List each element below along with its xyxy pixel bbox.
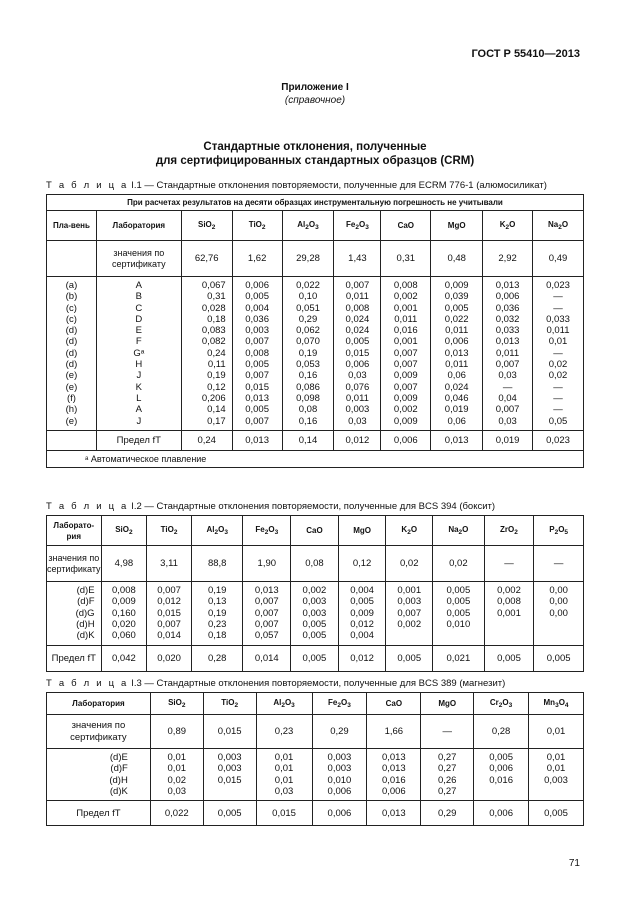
table2-data-zro2: 0,002 0,008 0,001 [484,582,534,646]
table1-data-na2o: 0,023 — — 0,033 0,011 0,01 — 0,02 0,02 — — — 0,05 [533,277,584,431]
table2-header-p2o5: $P_2O_5$ [534,516,584,546]
table1-limit-value: 0,019 [483,430,533,450]
table2-header-k2o: $K_2O$ [386,516,433,546]
table1-limit-value: 0,013 [232,430,282,450]
table2-data-mgo: 0,004 0,005 0,009 0,012 0,004 [338,582,386,646]
table1-limit-value: 0,023 [533,430,584,450]
table2-header-zro2: ZrO$_2$ [484,516,534,546]
table2-header-al2o3: $Al_2O_3$ [191,516,243,546]
table3-header-tio2: TiO$_2$ [203,693,256,715]
table1-cert-value: 0,49 [533,241,584,277]
table3-limit-value: 0,005 [529,801,584,826]
table3-data-sio2: 0,01 0,01 0,02 0,03 [150,749,203,801]
table2-header-mgo: MgO [338,516,386,546]
table1-header-fe2o3: $Fe_2O_3$ [334,211,381,241]
table1-header-lab: Лаборатория [96,211,181,241]
table3-data-cr2o3: 0,005 0,006 0,016 [474,749,529,801]
table3-header-cr2o3: $Cr_2O_3$ [474,693,529,715]
table3-header-mgo: MgO [421,693,474,715]
table3-cert-value: 0,23 [256,715,312,749]
table3-cert-value: — [421,715,474,749]
table1 [46,194,584,468]
table2-caption-label: Т а б л и ц а [46,501,129,512]
table1-limit-value: 0,24 [181,430,232,450]
table2-cert-value: 4,98 [101,546,147,582]
table1-cert-empty [47,241,97,277]
table2-data-tio2: 0,007 0,012 0,015 0,007 0,014 [147,582,192,646]
table1-header-mgo: MgO [431,211,483,241]
table1-caption-label: Т а б л и ц а [46,180,129,191]
table2-limit-value: 0,005 [386,646,433,672]
table2-cert-value: 0,12 [338,546,386,582]
table3-data-al2o3: 0,01 0,01 0,01 0,03 [256,749,312,801]
table1-data-al2o3: 0,022 0,10 0,051 0,29 0,062 0,070 0,19 0,053 0,16 0,086 0,098 0,08 0,16 [282,277,334,431]
table1-header-melt: Пла-вень [47,211,97,241]
table2-limit-value: 0,005 [291,646,339,672]
table1-cert-value: 62,76 [181,241,232,277]
table3-limit-value: 0,005 [203,801,256,826]
table1-limit-value: 0,013 [431,430,483,450]
table2-data-sio2: 0,008 0,009 0,160 0,020 0,060 [101,582,147,646]
section-title-line2: для сертифицированных стандартных образцов (CRM) [155,155,475,167]
table1-cert-label: значения по сертификату [96,241,181,277]
table2-cert-value: 3,11 [147,546,192,582]
table2-cert-value: 0,08 [291,546,339,582]
table1-header-tio2: TiO$_2$ [232,211,282,241]
table1-cert-value: 1,43 [334,241,381,277]
table1-header-al2o3: $Al_2O_3$ [282,211,334,241]
table3-data-mgo: 0,27 0,27 0,26 0,27 [421,749,474,801]
table1-limit-value: 0,012 [334,430,381,450]
table3-cert-value: 0,89 [150,715,203,749]
table2-cert-value: 1,90 [243,546,291,582]
table3-limit-value: 0,006 [474,801,529,826]
table3-cert-value: 1,66 [367,715,421,749]
table3-cert-value: 0,29 [312,715,367,749]
table2-header-lab: Лаборато-рия [47,516,102,546]
table1-cert-value: 2,92 [483,241,533,277]
table1-limit-value: 0,006 [381,430,431,450]
annex-subtitle: (справочное) [284,95,346,106]
table2-header-na2o: $Na_2O$ [433,516,485,546]
table1-limit-empty [47,430,97,450]
table3-limit-value: 0,022 [150,801,203,826]
table3-caption-text: I.3 — Стандартные отклонения повторяемости, полученные для BCS 389 (магнезит) [131,678,506,689]
table1-cert-value: 1,62 [232,241,282,277]
table1-header-na2o: $Na_2O$ [533,211,584,241]
table3-limit-label: Предел fT [47,801,151,826]
table2-data-al2o3: 0,19 0,13 0,19 0,23 0,18 [191,582,243,646]
table2-limit-value: 0,021 [433,646,485,672]
table3-limit-value: 0,006 [312,801,367,826]
table2-limit-value: 0,014 [243,646,291,672]
table3-header-mn3o4: $Mn_3O_4$ [529,693,584,715]
table1-data-cao: 0,008 0,002 0,001 0,011 0,016 0,001 0,007 0,007 0,009 0,007 0,009 0,002 0,009 [381,277,431,431]
table2-data-fe2o3: 0,013 0,007 0,007 0,007 0,057 [243,582,291,646]
table1-banner: При расчетах результатов на десяти образцах инструментальную погрешность не учитывали [47,195,584,211]
table1-cert-value: 29,28 [282,241,334,277]
table3-caption [46,678,505,689]
table1-data-mgo: 0,009 0,039 0,005 0,022 0,011 0,006 0,013 0,011 0,06 0,024 0,046 0,019 0,06 [431,277,483,431]
table1-caption [46,180,547,191]
table3-header-al2o3: $Al_2O_3$ [256,693,312,715]
table1-melts: (a) (b) (c) (c) (d) (d) (d) (d) (e) (e) (f) (h) (e) [47,277,97,431]
table2-cert-value: 88,8 [191,546,243,582]
table3-labs: (d)E (d)F (d)H (d)K [47,749,151,801]
table1-header-sio2: SiO$_2$ [181,211,232,241]
table3-header-cao: CaO [367,693,421,715]
table1-labs: A B C D E F Gᵃ H J K L A J [96,277,181,431]
table2-limit-value: 0,012 [338,646,386,672]
table1-data-fe2o3: 0,007 0,011 0,008 0,024 0,024 0,005 0,015 0,006 0,03 0,076 0,011 0,003 0,03 [334,277,381,431]
table2-cert-value: 0,02 [386,546,433,582]
table2-caption-text: I.2 — Стандартные отклонения повторяемости, полученные для BCS 394 (боксит) [131,501,496,512]
table1-cert-value: 0,31 [381,241,431,277]
table1-caption-text: I.1 — Стандартные отклонения повторяемости, полученные для ECRM 776-1 (алюмосиликат) [131,180,547,191]
document-id: ГОСТ Р 55410—2013 [471,48,580,60]
table1-data-sio2: 0,067 0,31 0,028 0,18 0,083 0,082 0,24 0,11 0,19 0,12 0,206 0,14 0,17 [181,277,232,431]
table3-header-sio2: SiO$_2$ [150,693,203,715]
table2-header-tio2: TiO$_2$ [147,516,192,546]
table3-data-fe2o3: 0,003 0,003 0,010 0,006 [312,749,367,801]
table2-cert-value: — [484,546,534,582]
table2-limit-value: 0,28 [191,646,243,672]
table2-limit-value: 0,020 [147,646,192,672]
table2-labs: (d)E (d)F (d)G (d)H (d)K [47,582,102,646]
table2-limit-value: 0,042 [101,646,147,672]
table2-data-k2o: 0,001 0,003 0,007 0,002 [386,582,433,646]
table3-limit-value: 0,015 [256,801,312,826]
table1-header-cao: CaO [381,211,431,241]
table1-header-k2o: $K_2O$ [483,211,533,241]
section-title-line1: Стандартные отклонения, полученные [203,141,427,153]
table2-cert-value: 0,02 [433,546,485,582]
table2-header-cao: CaO [291,516,339,546]
table3-data-mn3o4: 0,01 0,01 0,003 [529,749,584,801]
table1-data-k2o: 0,013 0,006 0,036 0,032 0,033 0,013 0,011 0,007 0,03 — 0,04 0,007 0,03 [483,277,533,431]
table1-limit-label: Предел fT [96,430,181,450]
table3-limit-value: 0,29 [421,801,474,826]
table3-limit-value: 0,013 [367,801,421,826]
table2-cert-value: — [534,546,584,582]
table2-limit-value: 0,005 [484,646,534,672]
table3-cert-value: 0,28 [474,715,529,749]
table2-header-fe2o3: $Fe_2O_3$ [243,516,291,546]
annex-title: Приложение I [281,82,349,93]
table3-data-tio2: 0,003 0,003 0,015 [203,749,256,801]
table2-data-p2o5: 0,00 0,00 0,00 [534,582,584,646]
table3-header-fe2o3: $Fe_2O_3$ [312,693,367,715]
table3 [46,692,584,826]
table3-cert-value: 0,015 [203,715,256,749]
table3-caption-label: Т а б л и ц а [46,678,129,689]
table1-data-tio2: 0,006 0,005 0,004 0,036 0,003 0,007 0,008 0,005 0,007 0,015 0,013 0,005 0,007 [232,277,282,431]
table2-data-na2o: 0,005 0,005 0,005 0,010 [433,582,485,646]
table3-data-cao: 0,013 0,013 0,016 0,006 [367,749,421,801]
table2-limit-label: Предел fT [47,646,102,672]
table2 [46,515,584,672]
table3-cert-label: значения по сертификату [47,715,151,749]
table2-header-sio2: SiO$_2$ [101,516,147,546]
table3-header-lab: Лаборатория [47,693,151,715]
table2-limit-value: 0,005 [534,646,584,672]
page-number: 71 [568,858,580,869]
table1-limit-value: 0,14 [282,430,334,450]
table2-caption [46,501,495,512]
table2-data-cao: 0,002 0,003 0,003 0,005 0,005 [291,582,339,646]
table1-cert-value: 0,48 [431,241,483,277]
table1-footnote: ᵃ Автоматическое плавление [47,450,584,467]
table2-cert-label: значения по сертификату [47,546,102,582]
table3-cert-value: 0,01 [529,715,584,749]
